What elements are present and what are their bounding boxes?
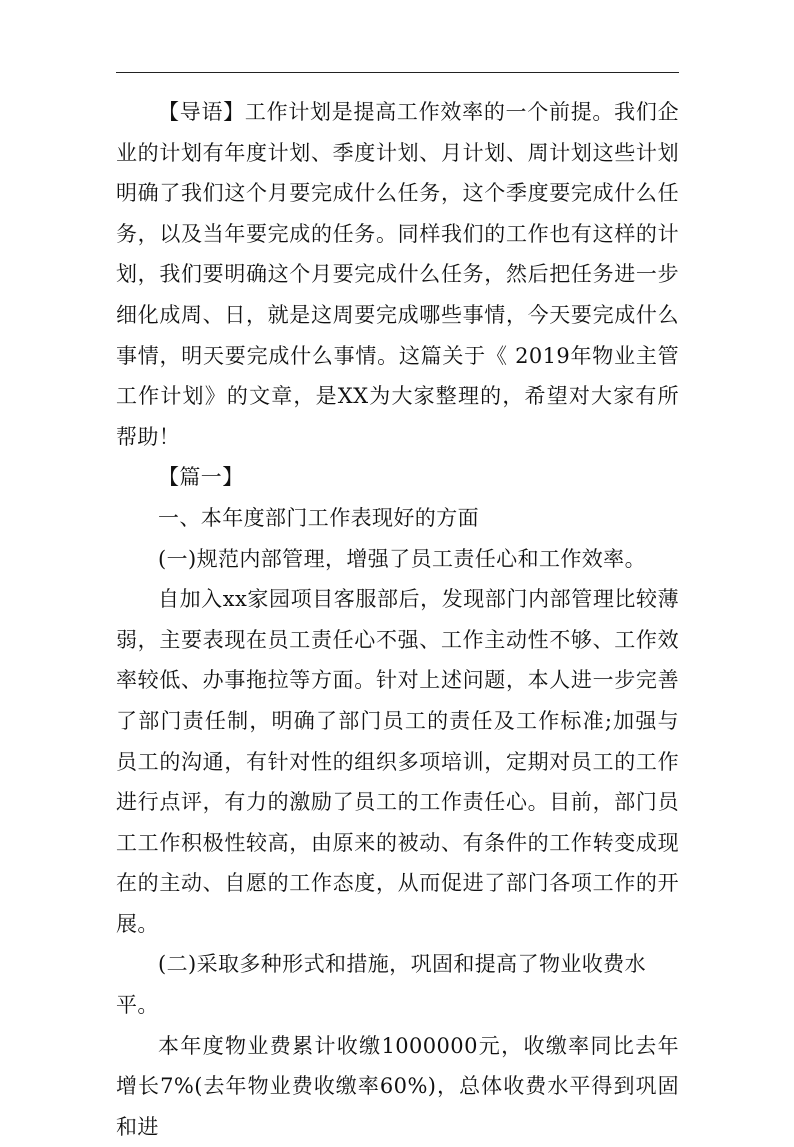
header-rule [116,72,679,73]
document-body [116,92,679,1147]
subsection-1-title: (一)规范内部管理，增强了员工责任心和工作效率。 [158,546,646,571]
part-label: 【篇一】 [158,465,244,490]
intro-paragraph: 【导语】工作计划是提高工作效率的一个前提。我们企业的计划有年度计划、季度计划、月计划、周计划这些计划明确了我们这个月要完成什么任务，这个季度要完成什么任务，以及当年要完成的任务。同样我们的工作也有这样的计划，我们要明确这个月要完成什么任务，然后把任务进一步细化成周、日，就是这周要完成哪些事情，今天要完成什么事情，明天要完成什么事情。这篇关于《 2019年物业主管工作计划》的文章，是XX为大家整理的，希望对大家有所帮助！ [116,100,679,449]
section-1-title: 一、本年度部门工作表现好的方面 [158,505,479,530]
subsection-2-body: 本年度物业费累计收缴1000000元，收缴率同比去年增长7%(去年物业费收缴率60%)，总体收费水平得到巩固和进 [116,1033,679,1139]
subsection-2-title: (二)采取多种形式和措施，巩固和提高了物业收费水平。 [116,952,646,1018]
subsection-1-body: 自加入xx家园项目客服部后，发现部门内部管理比较薄弱，主要表现在员工责任心不强、工作主动性不够、工作效率较低、办事拖拉等方面。针对上述问题，本人进一步完善了部门责任制，明确了部门员工的责任及工作标准;加强与员工的沟通，有针对性的组织多项培训，定期对员工的工作进行点评，有力的激励了员工的工作责任心。目前，部门员工工作积极性较高，由原来的被动、有条件的工作转变成现在的主动、自愿的工作态度，从而促进了部门各项工作的开展。 [116,587,679,936]
